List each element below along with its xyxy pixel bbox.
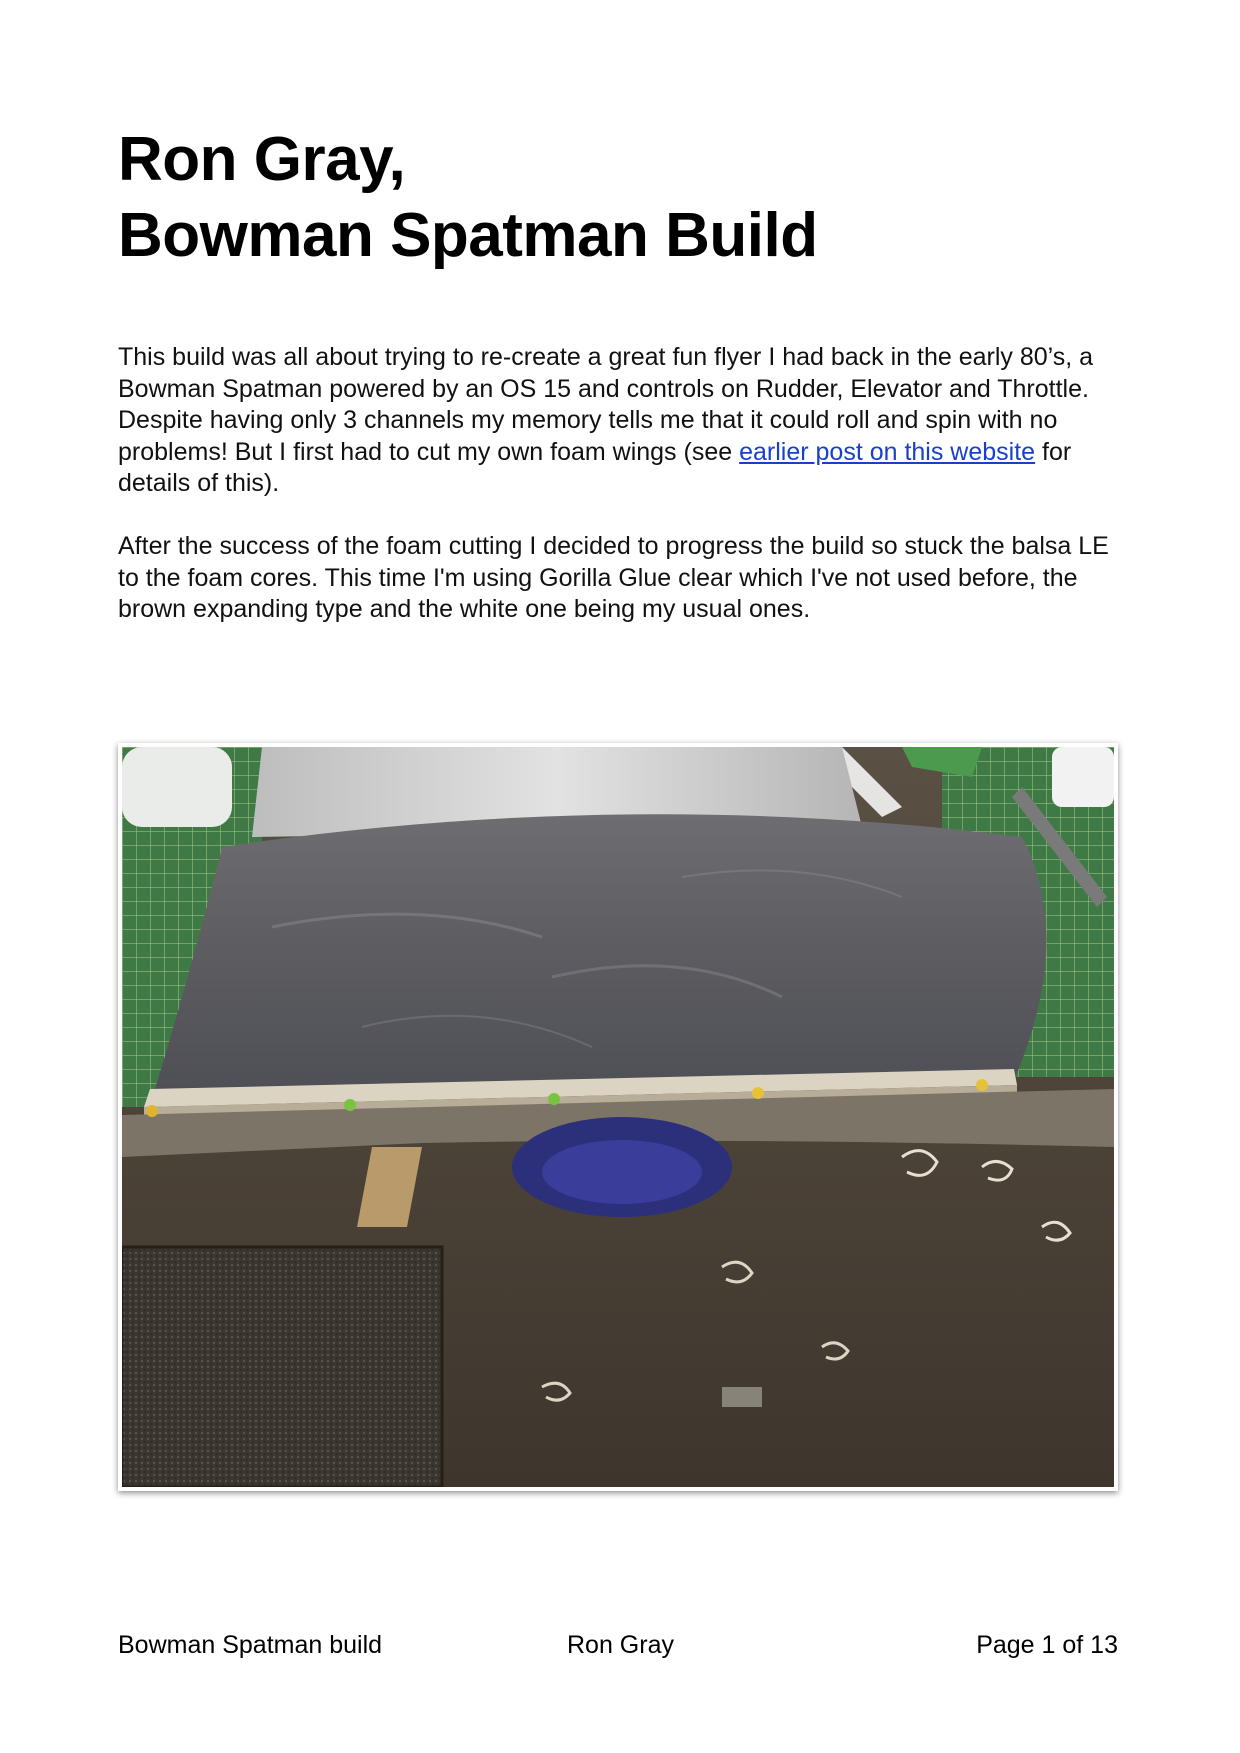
progress-paragraph: After the success of the foam cutting I decided to progress the build so stuck the balsa LE to the foam cores. This time I'm using Gorilla Glue clear which I've not used before, the brown expanding type and the white one being my usual ones. bbox=[118, 532, 1109, 623]
page-title bbox=[118, 122, 1118, 274]
footer-document-title: Bowman Spatman build bbox=[118, 1631, 383, 1659]
wing-photo-frame bbox=[118, 743, 1118, 1491]
intro-text-end: for details of this). bbox=[118, 437, 1072, 497]
intro-text: This build was all about trying to re-create a great fun flyer I had back in the early 80’s, a Bowman Spatman powered by an OS 15 and controls on Rudder, Elevator and Throttle. Despite having only 3 channels my memory tells me that it could roll and spin with no problems! But I first had to cut my own foam wings (see bbox=[118, 343, 1094, 466]
earlier-post-link[interactable]: earlier post on this website bbox=[739, 437, 1036, 466]
intro-paragraph bbox=[118, 342, 1118, 500]
title-line-1: Ron Gray, bbox=[118, 125, 406, 194]
title-line-2: Bowman Spatman Build bbox=[118, 201, 818, 270]
wing-core-photo bbox=[122, 747, 1114, 1487]
page-footer bbox=[118, 1627, 1118, 1663]
footer-author: Ron Gray bbox=[567, 1631, 674, 1659]
footer-page-number: Page 1 of 13 bbox=[976, 1631, 1118, 1659]
